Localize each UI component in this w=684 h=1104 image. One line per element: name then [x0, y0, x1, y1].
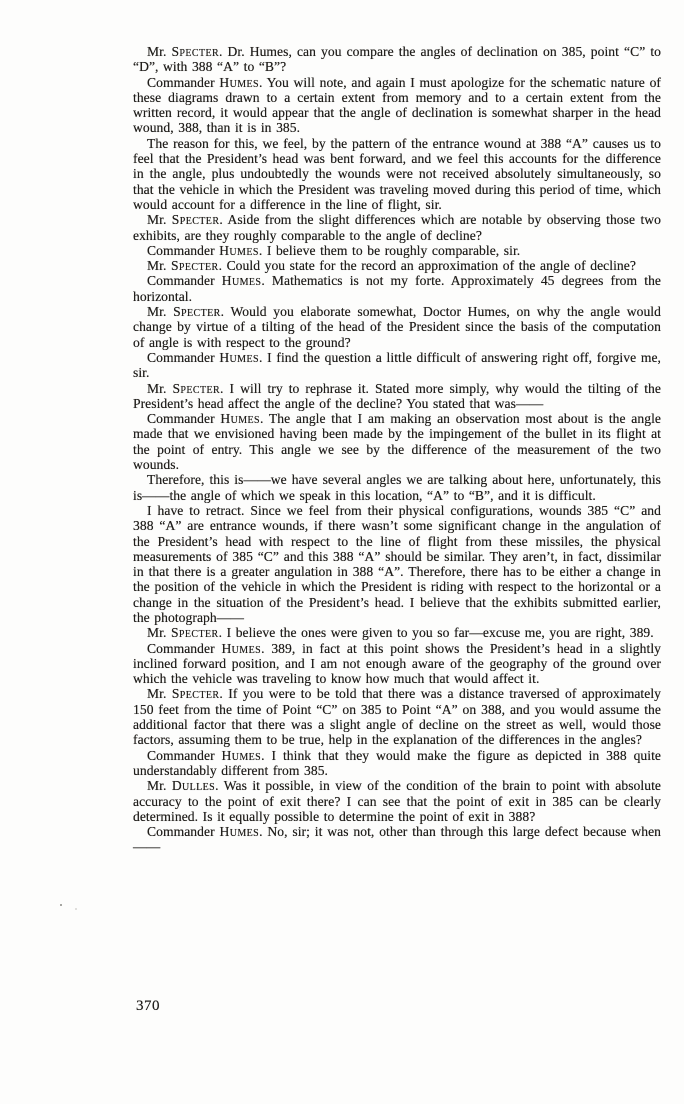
- speaker-name: Specter: [170, 258, 219, 274]
- transcript-paragraph: [133, 258, 661, 273]
- paragraph-text: I believe them to be roughly comparable, sir.: [266, 242, 521, 258]
- speaker-name: Specter: [171, 686, 220, 702]
- speaker-name: Specter: [170, 625, 219, 641]
- transcript-paragraph: [133, 75, 661, 136]
- speaker-label: Mr. Specter.: [147, 258, 227, 274]
- transcript-paragraph: [133, 625, 661, 640]
- paragraph-text: Could you state for the record an approximation of the angle of decline?: [226, 258, 636, 274]
- transcript-paragraph: [133, 136, 661, 212]
- transcript-paragraph: [133, 44, 661, 75]
- paragraph-text: Would you elaborate somewhat, Doctor Humes, on why the angle would change by virtue of a tilting of the head of the President since the basis of the computation of angle is with respect to the ground?: [133, 304, 661, 350]
- paragraph-text: Was it possible, in view of the condition of the brain to point with absolute accuracy to the point of exit there? I can see that the point of exit in 385 can be clearly determined. Is it equally possible to determine the point of exit in 388?: [133, 778, 661, 824]
- transcript-paragraph: [133, 212, 661, 243]
- transcript-paragraph: [133, 472, 661, 503]
- speaker-name: Humes: [219, 74, 259, 90]
- speaker-label: Commander Humes.: [147, 640, 272, 656]
- paragraph-text: No, sir; it was not, other than through this large defect because when——: [133, 824, 661, 855]
- speaker-label: Commander Humes.: [147, 242, 267, 258]
- speaker-name: Humes: [219, 242, 259, 258]
- transcript-paragraph: [133, 381, 661, 412]
- transcript-paragraph: [133, 304, 661, 350]
- speaker-name: Specter: [172, 380, 221, 396]
- transcript-paragraph: [133, 503, 661, 625]
- speaker-name: Humes: [220, 411, 260, 427]
- speaker-label: Mr. Specter.: [147, 212, 228, 228]
- page-number: 370: [136, 998, 160, 1014]
- paragraph-text: The reason for this, we feel, by the pattern of the entrance wound at 388 “A” causes us to feel that the President’s head was bent forward, and we feel this accounts for the difference in the angle, plus undoubtedly the wounds were not received absolutely simultaneously, so that the vehicle in which the President was traveling moved during this period of time, which would account for a difference in the line of flight, sir.: [133, 135, 661, 212]
- speaker-name: Humes: [219, 349, 259, 365]
- speaker-label: Commander Humes.: [147, 411, 269, 427]
- speaker-label: Mr. Specter.: [147, 625, 227, 641]
- paragraph-text: I will try to rephrase it. Stated more simply, why would the tilting of the President’s head affect the angle of the decline? You stated that was——: [133, 380, 661, 411]
- transcript-paragraph: [133, 686, 661, 747]
- speaker-label: Mr. Dulles.: [147, 778, 224, 794]
- paragraph-text: I have to retract. Since we feel from their physical configurations, wounds 385 “C” and 388 “A” are entrance wounds, if there wasn’t some significant change in the angulation of the President’s head with respect to the line of flight from these missiles, the physical measurements of 385 “C” and this 388 “A” should be similar. They aren’t, in fact, dissimilar in that there is a greater angulation in 388 “A”. Therefore, there has to be either a change in the position of the vehicle in which the President is riding with respect to the horizontal or a change in the situation of the President’s head. I believe that the exhibits submitted earlier, the photograph——: [133, 502, 661, 625]
- speaker-name: Humes: [221, 640, 262, 656]
- paragraph-text: If you were to be told that there was a distance traversed of approximately 150 feet from the time of Point “C” on 385 to Point “A” on 388, and you would assume the additional factor that there was a slight angle of decline on the street as well, would those factors, assuming them to be true, help in the explanation of the differences in the angles?: [133, 686, 661, 748]
- speaker-name: Specter: [171, 44, 220, 59]
- transcript-paragraph: [133, 824, 661, 855]
- paragraph-text: The angle that I am making an observation most about is the angle made that we envisioned having been made by the impingement of the bullet in its flight at the point of entry. This angle we see by the difference of the measurement of the two wounds.: [133, 411, 661, 473]
- transcript-paragraph: [133, 273, 661, 304]
- scan-speck-artifact: [60, 904, 62, 906]
- paragraph-text: Dr. Humes, can you compare the angles of declination on 385, point “C” to “D”, with 388 “A” to “B”?: [133, 44, 661, 75]
- speaker-label: Commander Humes.: [147, 824, 268, 840]
- paragraph-text: I think that they would make the figure as depicted in 388 quite understandably different from 385.: [133, 747, 661, 778]
- speaker-label: Commander Humes.: [147, 74, 267, 90]
- transcript-paragraph: [133, 411, 661, 472]
- speaker-name: Humes: [219, 824, 260, 840]
- speaker-label: Mr. Specter.: [147, 380, 230, 396]
- speaker-label: Commander Humes.: [147, 273, 272, 289]
- paragraph-text: Mathematics is not my forte. Approximately 45 degrees from the horizontal.: [133, 273, 661, 304]
- paragraph-text: Aside from the slight differences which are notable by observing those two exhibits, are they roughly comparable to the angle of decline?: [133, 212, 661, 243]
- speaker-name: Humes: [221, 273, 262, 289]
- speaker-label: Commander Humes.: [147, 747, 272, 763]
- transcript-paragraph: [133, 641, 661, 687]
- speaker-name: Humes: [221, 747, 262, 763]
- transcript-paragraph: [133, 350, 661, 381]
- paragraph-text: I find the question a little difficult of answering right off, forgive me, sir.: [133, 349, 662, 381]
- transcript-paragraph: [133, 243, 661, 258]
- speaker-name: Specter: [171, 212, 220, 228]
- transcript-body: [133, 44, 661, 855]
- paragraph-text: I believe the ones were given to you so far—excuse me, you are right, 389.: [226, 625, 654, 641]
- paragraph-text: 389, in fact at this point shows the President’s head in a slightly inclined forward position, and I am not enough aware of the geography of the ground over which the vehicle was traveling to know how much that would affect it.: [133, 640, 662, 687]
- transcript-paragraph: [133, 778, 661, 824]
- speaker-label: Mr. Specter.: [147, 304, 231, 320]
- transcript-paragraph: [133, 748, 661, 779]
- paragraph-text: You will note, and again I must apologize for the schematic nature of these diagrams drawn to a certain extent from memory and to a certain extent from the written record, it would appear that the angle of declination is somewhat sharper in the head wound, 388, than it is in 385.: [133, 74, 661, 136]
- speaker-label: Mr. Specter.: [147, 44, 228, 59]
- speaker-label: Mr. Specter.: [147, 686, 229, 702]
- speaker-label: Commander Humes.: [147, 349, 268, 365]
- paragraph-text: Therefore, this is——we have several angles we are talking about here, unfortunately, this is——the angle of which we speak in this location, “A” to “B”, and it is difficult.: [133, 472, 661, 503]
- speaker-name: Specter: [173, 304, 221, 320]
- speaker-name: Dulles: [171, 778, 216, 794]
